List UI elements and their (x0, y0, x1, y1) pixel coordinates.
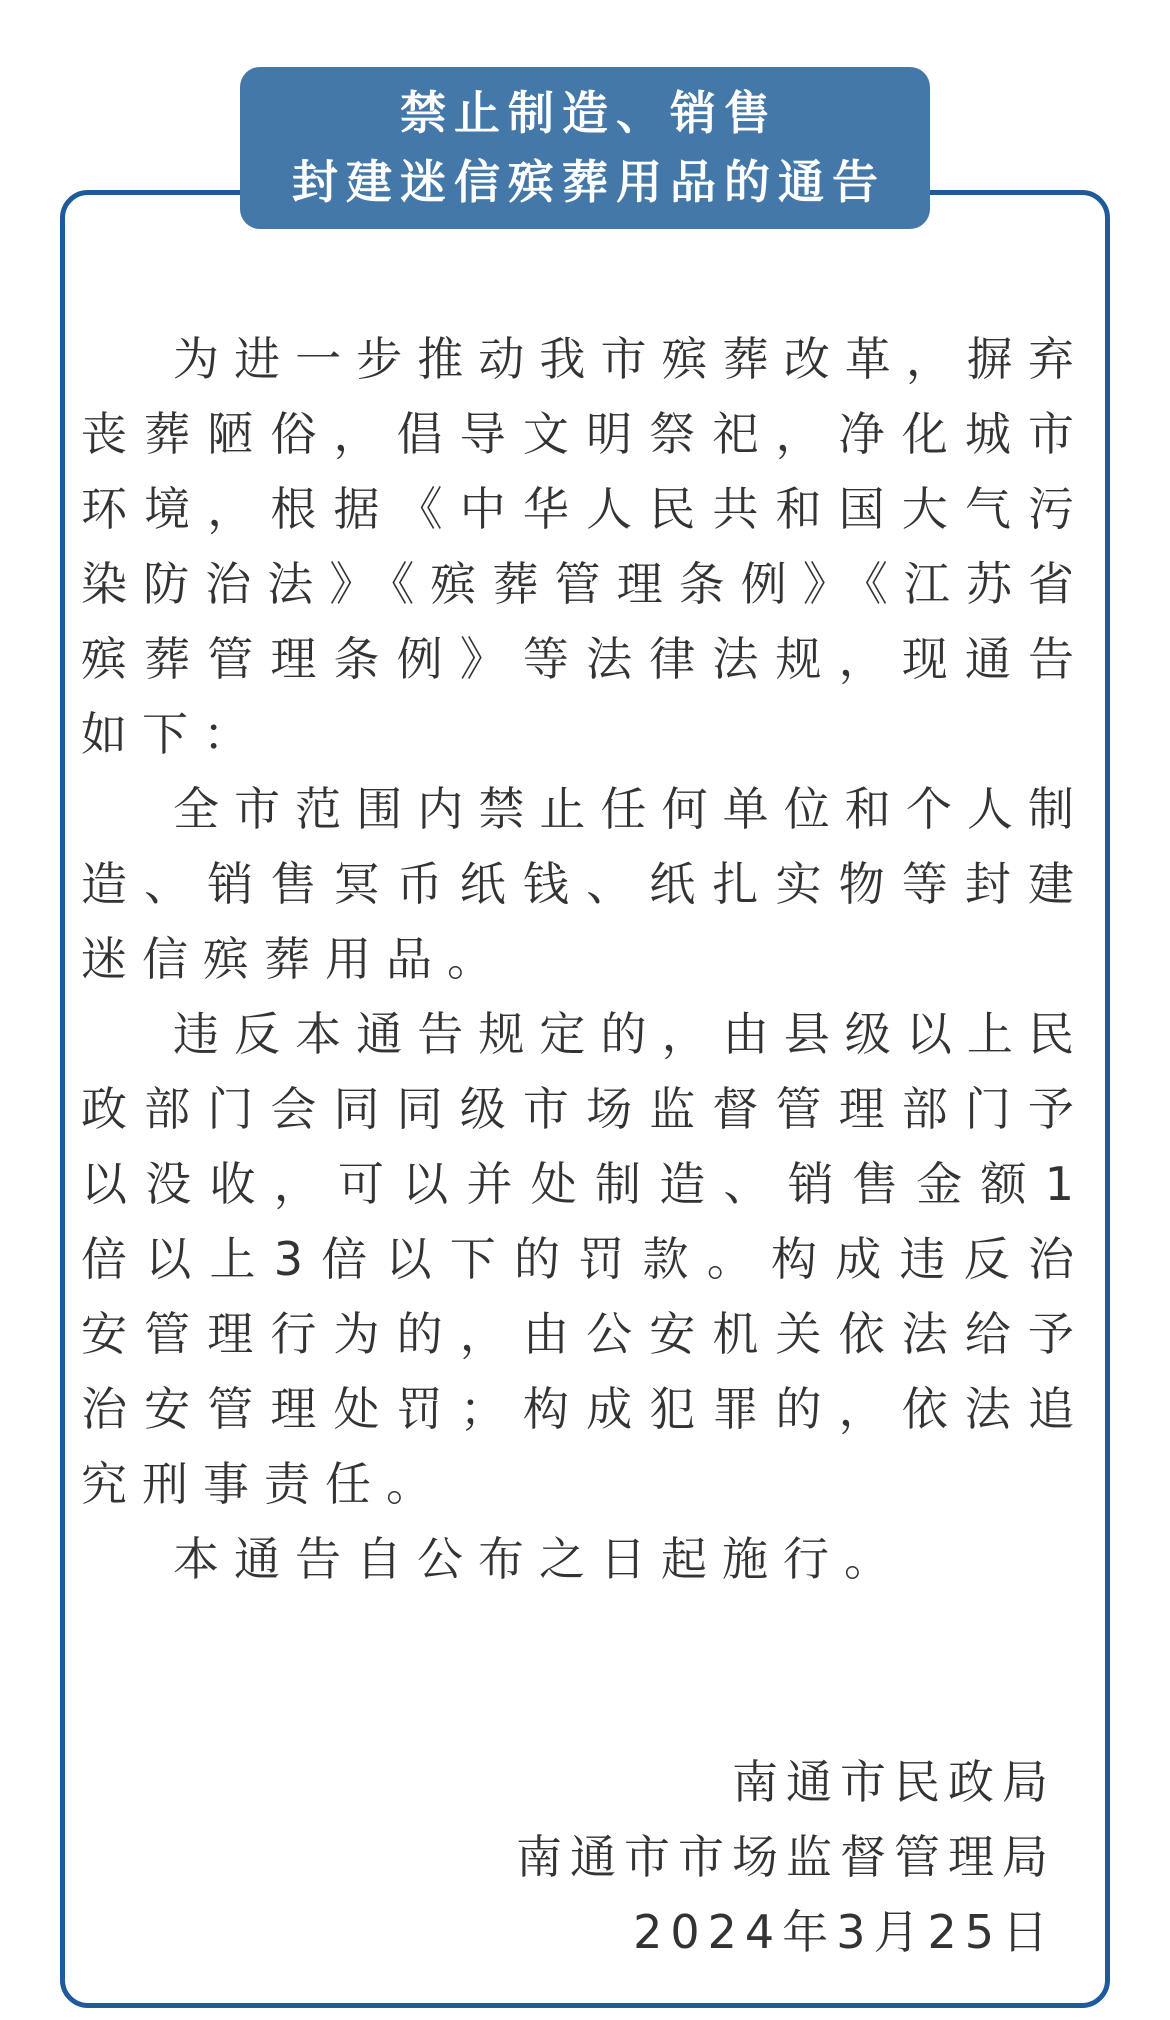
notice-title-line-1: 禁止制造、销售 (400, 86, 778, 140)
notice-body-box (60, 190, 1110, 2008)
notice-paragraph-penalty: 违反本通告规定的，由县级以上民政部门会同同级市场监督管理部门予以没收，可以并处制造、销售金额1倍以上3倍以下的罚款。构成违反治安管理行为的，由公安机关依法给予治安管理处罚；构成犯罪的，依法追究刑事责任。 (81, 1007, 1089, 1511)
notice-title-line-2: 封建迷信殡葬用品的通告 (292, 155, 886, 209)
signature-block (81, 1745, 1089, 1970)
notice-paragraph-effective-date: 本通告自公布之日起施行。 (173, 1532, 905, 1586)
signature-issuer-market-regulation: 南通市市场监督管理局 (516, 1830, 1056, 1884)
signature-date: 2024年3月25日 (633, 1905, 1056, 1959)
notice-paragraph-intro: 为进一步推动我市殡葬改革，摒弃丧葬陋俗，倡导文明祭祀，净化城市环境，根据《中华人民共和国大气污染防治法》《殡葬管理条例》《江苏省殡葬管理条例》等法律法规，现通告如下： (81, 332, 1089, 761)
notice-paragraph-prohibition: 全市范围内禁止任何单位和个人制造、销售冥币纸钱、纸扎实物等封建迷信殡葬用品。 (81, 782, 1089, 986)
notice-title-banner (240, 67, 930, 229)
notice-body-text (81, 322, 1089, 1597)
signature-issuer-civil-affairs: 南通市民政局 (732, 1755, 1056, 1809)
